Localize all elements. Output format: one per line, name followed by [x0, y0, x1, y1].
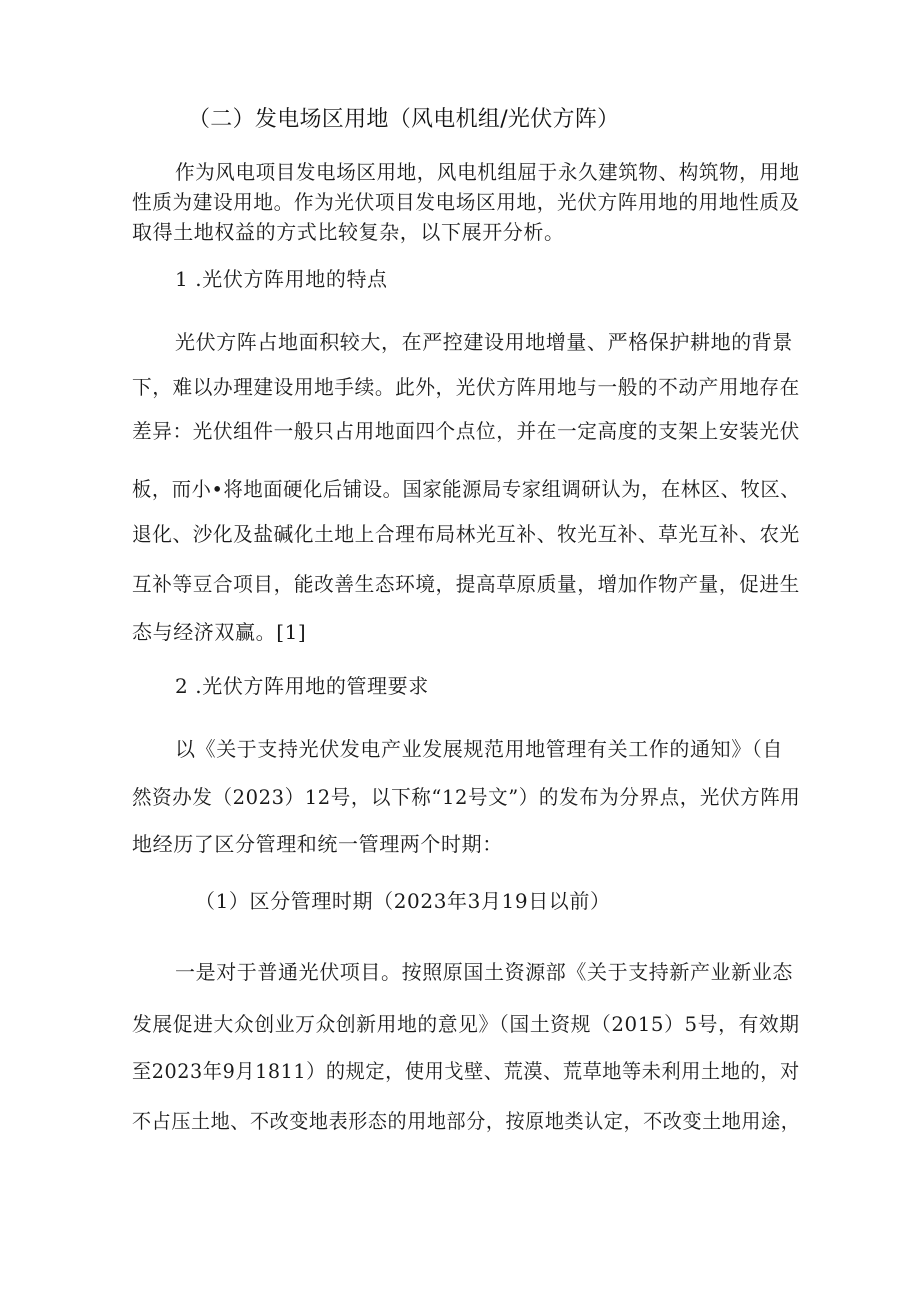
subheading-requirements: 2 .光伏方阵用地的管理要求: [175, 674, 429, 698]
para3-line-3: 至2023年9月1811）的规定，使用戈壁、荒漠、荒草地等未利用土地的，对: [132, 1059, 800, 1083]
intro-line-1: 作为风电项目发电场区用地，风电机组屈于永久建筑物、构筑物，用地: [175, 160, 800, 184]
section-heading: （二）发电场区用地（风电机组/光伏方阵）: [188, 107, 620, 132]
para2-line-2: 然资办发（2023）12号，以下称“12号文”）的发布为分界点，光伏方阵用: [132, 785, 801, 809]
intro-line-2: 性质为建设用地。作为光伏项目发电场区用地，光伏方阵用地的用地性质及: [132, 190, 800, 214]
para1-line-5: 退化、沙化及盐碱化土地上合理布局林光互补、牧光互补、草光互补、农光: [132, 522, 800, 546]
para1-line-1: 光伏方阵占地面积较大，在严控建设用地增量、严格保护耕地的背景: [175, 330, 793, 354]
para1-line-7: 态与经济双赢。[1]: [132, 620, 307, 644]
para1-line-3: 差异：光伏组件一般只占用地面四个点位，并在一定高度的支架上安装光伏: [132, 419, 800, 443]
subheading-period: （1）区分管理时期（2023年3月19日以前）: [195, 889, 611, 913]
para2-line-1: 以《关于支持光伏发电产业发展规范用地管理有关工作的通知》（自: [175, 737, 783, 761]
para1-line-6: 互补等豆合项目，能改善生态环境，提高草原质量，增加作物产量，促进生: [132, 572, 800, 596]
para2-line-3: 地经历了区分管理和统一管理两个时期：: [132, 832, 503, 856]
para3-line-2: 发展促进大众创业万众创新用地的意见》（国土资规（2015）5号，有效期: [132, 1012, 800, 1036]
para3-line-4: 不占压土地、不改变地表形态的用地部分，按原地类认定，不改变土地用途，: [132, 1109, 801, 1133]
para1-line-2: 下，难以办理建设用地手续。此外，光伏方阵用地与一般的不动产用地存在: [132, 375, 800, 399]
para3-line-1: 一是对于普通光伏项目。按照原国土资源部《关于支持新产业新业态: [175, 960, 793, 984]
para1-line-4: 板，而小•将地面硬化后铺设。国家能源局专家组调研认为，在林区、牧区、: [132, 477, 801, 501]
subheading-features: 1 .光伏方阵用地的特点: [175, 267, 388, 291]
intro-line-3: 取得土地权益的方式比较复杂，以下展开分析。: [132, 220, 565, 244]
